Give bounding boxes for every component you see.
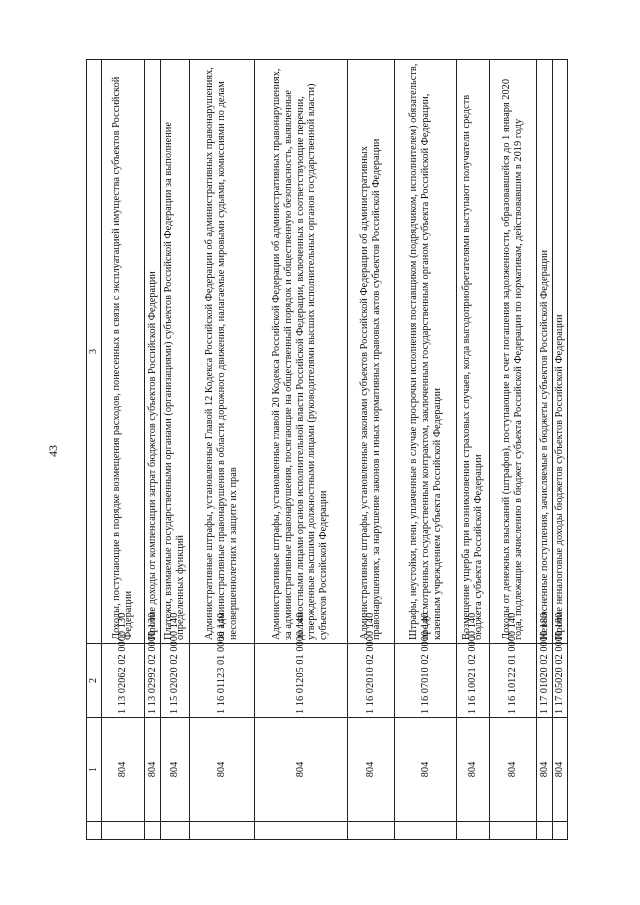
- description-cell: Невыясненные поступления, зачисляемые в бюджеты субъектов Российской Федерации: [537, 60, 552, 644]
- row-blank-cell: [395, 822, 457, 840]
- revenue-code-cell: 1 16 10021 02 0000 140: [457, 644, 489, 718]
- table-row: [537, 60, 552, 840]
- header-col-2: 2: [87, 644, 102, 718]
- row-blank-cell: [145, 822, 161, 840]
- revenue-code-cell: 1 13 02062 02 0000 130: [102, 644, 145, 718]
- admin-code-cell: 804: [489, 718, 537, 822]
- header-blank: [87, 822, 102, 840]
- admin-code-cell: 804: [102, 718, 145, 822]
- row-blank-cell: [347, 822, 395, 840]
- table-row: [347, 60, 395, 840]
- row-blank-cell: [254, 822, 347, 840]
- table-row: [552, 60, 567, 840]
- row-blank-cell: [489, 822, 537, 840]
- description-cell: Штрафы, неустойки, пени, уплаченные в случае просрочки исполнения поставщиком (подрядчиком, исполнителем) обязательств, предусмотренных государственным контрактом, заключенным государственным органом субъекта Российской Федерации, казенным учреждением субъекта Российской Федерации: [395, 60, 457, 644]
- revenue-code-cell: 1 16 02010 02 0000 140: [347, 644, 395, 718]
- revenue-codes-table: [86, 59, 568, 840]
- admin-code-cell: 804: [537, 718, 552, 822]
- row-blank-cell: [537, 822, 552, 840]
- description-cell: Платежи, взимаемые государственными органами (организациями) субъектов Российской Федерации за выполнение определенных функций: [160, 60, 189, 644]
- revenue-code-cell: 1 13 02992 02 0000 130: [145, 644, 161, 718]
- revenue-code-cell: 1 17 05020 02 0000 180: [552, 644, 567, 718]
- admin-code-cell: 804: [395, 718, 457, 822]
- table-row: [254, 60, 347, 840]
- admin-code-cell: 804: [160, 718, 189, 822]
- admin-code-cell: 804: [254, 718, 347, 822]
- description-cell: Административные штрафы, установленные главой 20 Кодекса Российской Федерации об административных правонарушениях, за административные правонарушения, посягающие на общественный порядок и общественную безопасность, выявленные должностными лицами органов исполнительной власти Российской Федерации, включенных в соответствующие перечни, утвержденные высшими должностными лицами (руководителями высших исполнительных органов государственной власти) субъектов Российской Федерации: [254, 60, 347, 644]
- revenue-code-cell: 1 16 07010 02 0000 140: [395, 644, 457, 718]
- table-header-row: [87, 60, 102, 840]
- table-row: [160, 60, 189, 840]
- table-row: [190, 60, 254, 840]
- header-col-1: 1: [87, 718, 102, 822]
- admin-code-cell: 804: [190, 718, 254, 822]
- row-blank-cell: [160, 822, 189, 840]
- rotated-table-container: [86, 60, 568, 840]
- description-cell: Доходы от денежных взысканий (штрафов), поступающие в счет погашения задолженности, образовавшейся до 1 января 2020 года, подлежащие зачислению в бюджет субъекта Российской Федерации по нормативам, действовавшим в 2019 году: [489, 60, 537, 644]
- table-row: [489, 60, 537, 840]
- row-blank-cell: [552, 822, 567, 840]
- admin-code-cell: 804: [552, 718, 567, 822]
- header-col-3: 3: [87, 60, 102, 644]
- admin-code-cell: 804: [457, 718, 489, 822]
- description-cell: Административные штрафы, установленные Главой 12 Кодекса Российской Федерации об административных правонарушениях, за административные правонарушения в области дорожного движения, налагаемые мировыми судьями, комиссиями по делам несовершеннолетних и защите их прав: [190, 60, 254, 644]
- row-blank-cell: [190, 822, 254, 840]
- row-blank-cell: [457, 822, 489, 840]
- description-cell: Возмещение ущерба при возникновении страховых случаев, когда выгодоприобретателями выступают получатели средств бюджета субъекта Российской Федерации: [457, 60, 489, 644]
- row-blank-cell: [102, 822, 145, 840]
- admin-code-cell: 804: [347, 718, 395, 822]
- description-cell: Доходы, поступающие в порядке возмещения расходов, понесенных в связи с эксплуатацией имущества субъектов Российской Федерации: [102, 60, 145, 644]
- table-row: [395, 60, 457, 840]
- admin-code-cell: 804: [145, 718, 161, 822]
- revenue-code-cell: 1 17 01020 02 0000 180: [537, 644, 552, 718]
- description-cell: Прочие неналоговые доходы бюджетов субъектов Российской Федерации: [552, 60, 567, 644]
- table-row: [457, 60, 489, 840]
- revenue-code-cell: 1 16 01205 01 0000 140: [254, 644, 347, 718]
- table-row: [102, 60, 145, 840]
- description-cell: Прочие доходы от компенсации затрат бюджетов субъектов Российской Федерации: [145, 60, 161, 644]
- table-row: [145, 60, 161, 840]
- revenue-code-cell: 1 16 10122 01 0000 140: [489, 644, 537, 718]
- page-number: 43: [46, 445, 60, 457]
- description-cell: Административные штрафы, установленные законами субъектов Российской Федерации об административных правонарушениях, за нарушение законов и иных нормативных правовых актов субъектов Российской Федерации: [347, 60, 395, 644]
- revenue-code-cell: 1 15 02020 02 0000 140: [160, 644, 189, 718]
- revenue-code-cell: 1 16 01123 01 0000 140: [190, 644, 254, 718]
